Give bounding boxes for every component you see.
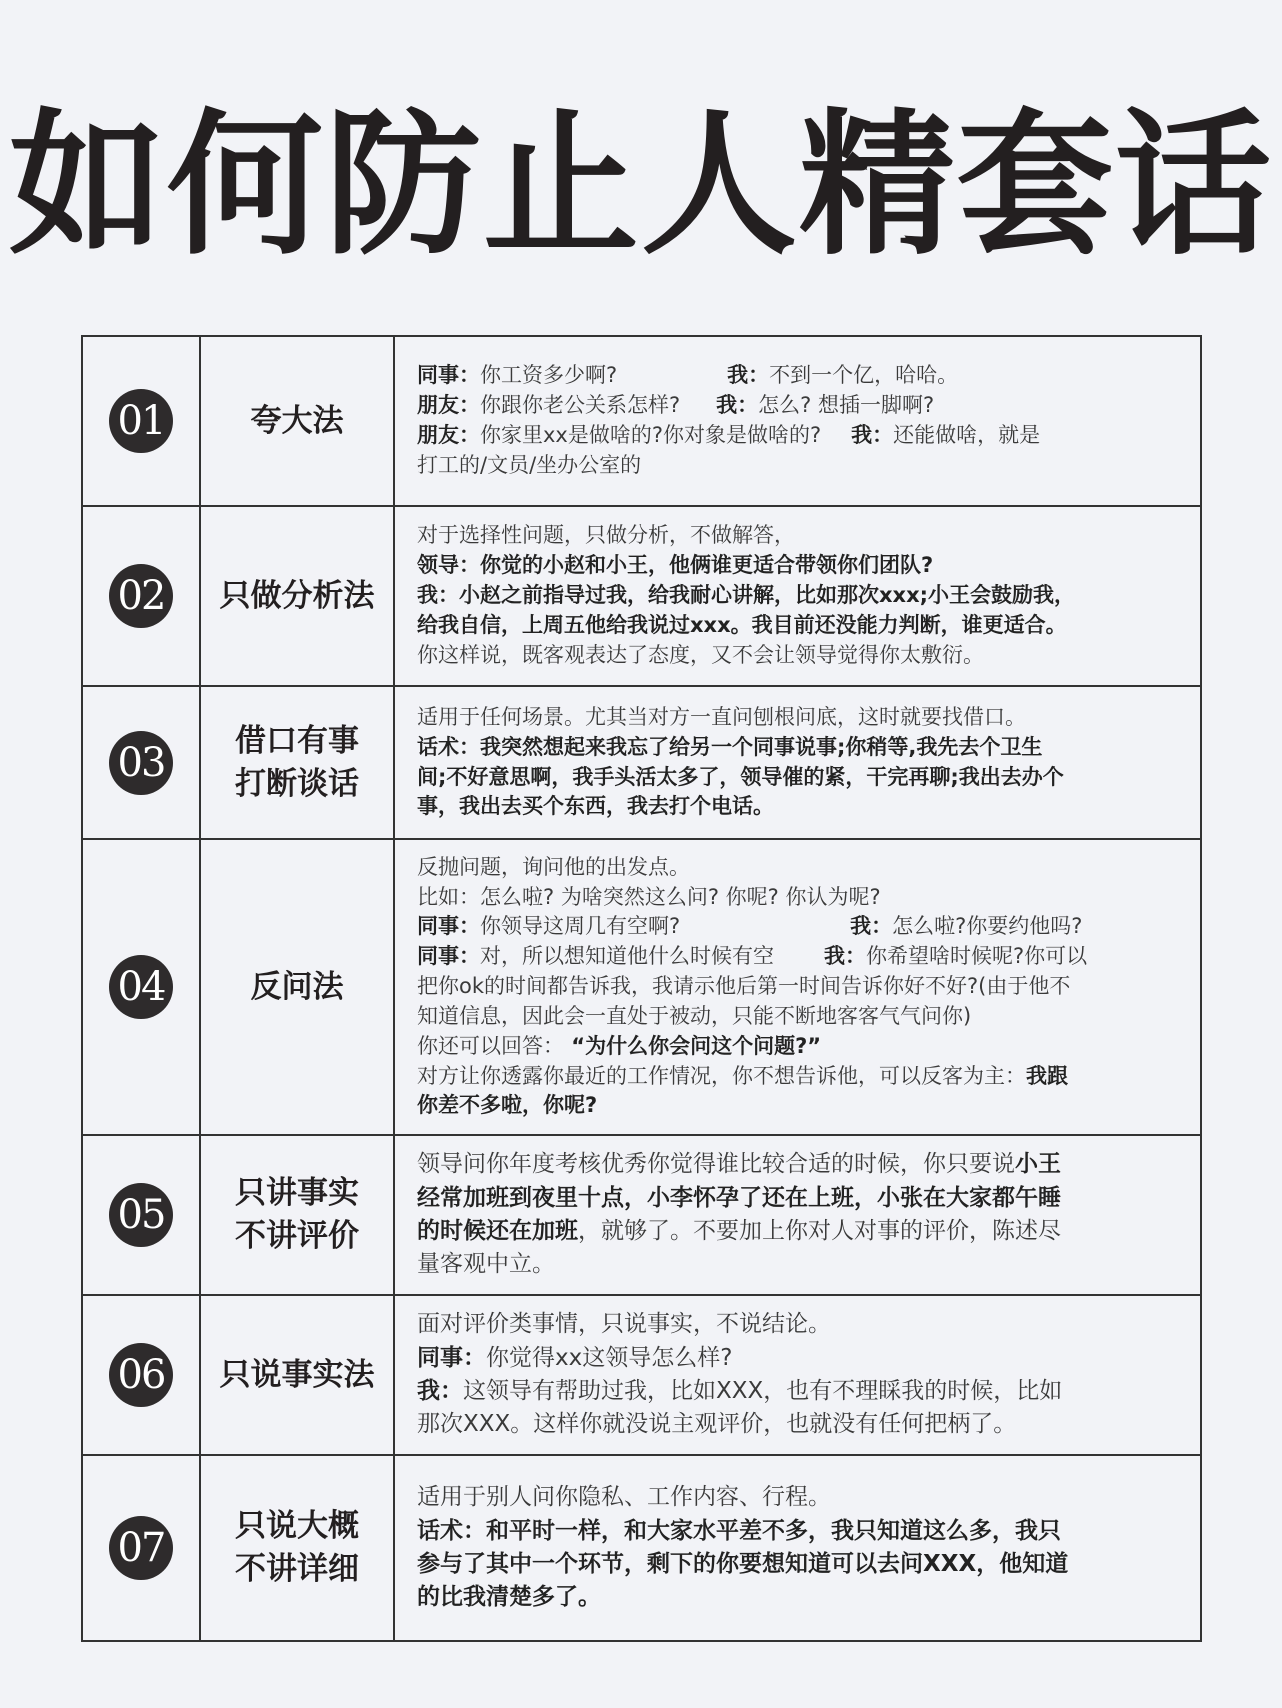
description-line xyxy=(417,1548,1178,1581)
method-number-badge: 05 xyxy=(109,1183,173,1247)
method-number-badge: 07 xyxy=(109,1516,173,1580)
text: 你希望啥时候呢?你可以 xyxy=(866,944,1088,969)
bold-text: 我： xyxy=(824,944,866,969)
bold-text: 我：小赵之前指导过我，给我耐心讲解，比如那次xxx;小王会鼓励我， xyxy=(417,583,1076,608)
text: 反抛问题，询问他的出发点。 xyxy=(417,854,690,879)
description-line xyxy=(417,972,1178,1002)
description-line xyxy=(417,883,1178,913)
method-description-cell xyxy=(394,336,1201,506)
method-number-cell xyxy=(82,336,200,506)
method-name: 只说事实法 xyxy=(219,1356,375,1393)
description-line xyxy=(417,1148,1178,1181)
text: 这领导有帮助过我，比如XXX，也有不理睬我的时候，比如 xyxy=(463,1378,1063,1404)
description-line xyxy=(417,421,1178,451)
description-line xyxy=(417,1182,1178,1215)
description-line xyxy=(417,1248,1178,1281)
description-line xyxy=(417,1308,1178,1341)
bold-text: 小王 xyxy=(1015,1151,1061,1178)
bold-text: 你差不多啦，你呢? xyxy=(417,1093,598,1118)
description-line xyxy=(417,1581,1178,1614)
description-line xyxy=(417,551,1178,581)
bold-text: 我跟 xyxy=(1026,1063,1068,1088)
method-row xyxy=(82,1135,1201,1295)
method-number-cell xyxy=(82,1295,200,1455)
description-line xyxy=(417,703,1178,733)
text: 你觉得xx这领导怎么样? xyxy=(486,1344,733,1371)
method-row xyxy=(82,839,1201,1135)
description-line xyxy=(417,792,1178,822)
method-name-cell xyxy=(200,506,394,686)
description-line xyxy=(417,1002,1178,1032)
method-number-badge: 02 xyxy=(109,564,173,628)
bold-text: 参与了其中一个环节，剩下的你要想知道可以去问XXX，他知道 xyxy=(417,1551,1069,1577)
description-line xyxy=(417,1032,1178,1062)
text: ，就够了。不要加上你对人对事的评价，陈述尽 xyxy=(578,1218,1061,1244)
text: 怎么啦?你要约他吗? xyxy=(892,914,1083,939)
description-line xyxy=(417,1408,1178,1441)
bold-text: 话术：和平时一样，和大家水平差不多，我只知道这么多，我只 xyxy=(417,1517,1061,1544)
text: 你工资多少啊? xyxy=(480,363,618,388)
bold-text: “为什么你会问这个问题?” xyxy=(564,1033,822,1058)
method-name-cell xyxy=(200,839,394,1135)
text: 对于选择性问题，只做分析，不做解答， xyxy=(417,523,795,548)
description-line xyxy=(417,611,1178,641)
bold-text: 经常加班到夜里十点，小李怀孕了还在上班，小张在大家都午睡 xyxy=(417,1184,1061,1211)
text: 你跟你老公关系怎样? xyxy=(480,393,681,418)
bold-text: 的比我清楚多了。 xyxy=(417,1584,601,1611)
description-line xyxy=(417,853,1178,883)
text: 比如：怎么啦? 为啥突然这么问? 你呢? 你认为呢? xyxy=(417,884,881,909)
bold-text: 事，我出去买个东西，我去打个电话。 xyxy=(417,794,774,819)
methods-table xyxy=(81,335,1202,1642)
description-line xyxy=(417,581,1178,611)
method-row xyxy=(82,686,1201,839)
method-number-cell xyxy=(82,1135,200,1295)
method-name: 反问法 xyxy=(250,968,344,1005)
bold-text: 话术：我突然想起来我忘了给另一个同事说事;你稍等,我先去个卫生 xyxy=(417,734,1043,759)
description-line xyxy=(417,763,1178,793)
method-name-cell xyxy=(200,1135,394,1295)
text: 那次XXX。这样你就没说主观评价，也就没有任何把柄了。 xyxy=(417,1411,1017,1438)
text: 领导问你年度考核优秀你觉得谁比较合适的时候，你只要说 xyxy=(417,1151,1015,1178)
method-row xyxy=(82,506,1201,686)
method-number-badge: 04 xyxy=(109,955,173,1019)
method-name: 只说大概 不讲详细 xyxy=(235,1508,359,1587)
text: 知道信息，因此会一直处于被动，只能不断地客客气气问你) xyxy=(417,1003,972,1028)
method-number-badge: 03 xyxy=(109,731,173,795)
description-line xyxy=(417,361,1178,391)
description-line xyxy=(417,942,1178,972)
method-number-cell xyxy=(82,506,200,686)
description-line xyxy=(417,1342,1178,1375)
text: 你领导这周几有空啊? xyxy=(480,914,681,939)
description-line xyxy=(417,733,1178,763)
method-name-cell xyxy=(200,336,394,506)
method-description-cell xyxy=(394,839,1201,1135)
bold-text: 同事： xyxy=(417,363,480,388)
method-number-cell xyxy=(82,839,200,1135)
bold-text: 我： xyxy=(850,914,893,939)
bold-text: 同事： xyxy=(417,914,480,939)
bold-text: 给我自信，上周五他给我说过xxx。我目前还没能力判断，谁更适合。 xyxy=(417,612,1067,637)
description-line xyxy=(417,1375,1178,1408)
text: 适用于任何场景。尤其当对方一直问刨根问底，这时就要找借口。 xyxy=(417,704,1026,729)
text: 不到一个亿，哈哈。 xyxy=(769,363,959,388)
text: 把你ok的时间都告诉我，我请示他后第一时间告诉你好不好?(由于他不 xyxy=(417,974,1071,999)
bold-text: 我： xyxy=(716,393,759,418)
method-row xyxy=(82,336,1201,506)
description-line xyxy=(417,451,1178,481)
method-name-cell xyxy=(200,1295,394,1455)
text: 适用于别人问你隐私、工作内容、行程。 xyxy=(417,1484,831,1511)
text: 对，所以想知道他什么时候有空 xyxy=(480,944,774,969)
bold-text: 朋友： xyxy=(417,393,480,418)
method-row xyxy=(82,1295,1201,1455)
description-line xyxy=(417,1481,1178,1514)
description-line xyxy=(417,1062,1178,1092)
text: 量客观中立。 xyxy=(417,1251,555,1278)
method-number-cell xyxy=(82,686,200,839)
text: 你还可以回答： xyxy=(417,1033,564,1058)
text: 打工的/文员/坐办公室的 xyxy=(417,452,642,477)
bold-text: 的时候还在加班 xyxy=(417,1218,578,1244)
description-line xyxy=(417,641,1178,671)
bold-text: 朋友： xyxy=(417,423,480,447)
method-name: 借口有事 打断谈话 xyxy=(235,722,359,802)
text: 你家里xx是做啥的?你对象是做啥的? xyxy=(480,423,822,447)
method-description-cell xyxy=(394,1135,1201,1295)
bold-text: 我： xyxy=(417,1378,463,1404)
method-name-cell xyxy=(200,1455,394,1641)
text: 面对评价类事情，只说事实，不说结论。 xyxy=(417,1311,831,1338)
description-line xyxy=(417,1515,1178,1548)
text: 还能做啥，就是 xyxy=(893,423,1041,447)
method-number-cell xyxy=(82,1455,200,1641)
method-row xyxy=(82,1455,1201,1641)
method-name: 只讲事实 不讲评价 xyxy=(235,1175,359,1254)
method-description-cell xyxy=(394,686,1201,839)
description-line xyxy=(417,1215,1178,1248)
description-line xyxy=(417,1091,1178,1121)
bold-text: 我： xyxy=(851,423,894,447)
bold-text: 领导：你觉的小赵和小王，他俩谁更适合带领你们团队? xyxy=(417,553,934,578)
description-line xyxy=(417,912,1178,942)
text: 怎么? 想插一脚啊? xyxy=(758,393,935,418)
method-name: 夸大法 xyxy=(250,402,344,439)
method-name-cell xyxy=(200,686,394,839)
bold-text: 同事： xyxy=(417,1344,486,1371)
method-description-cell xyxy=(394,506,1201,686)
page-title: 如何防止人精套话 xyxy=(9,94,1273,276)
description-line xyxy=(417,391,1178,421)
method-name: 只做分析法 xyxy=(219,577,375,614)
bold-text: 同事： xyxy=(417,944,480,969)
method-number-badge: 06 xyxy=(109,1343,173,1407)
description-line xyxy=(417,521,1178,551)
bold-text: 我： xyxy=(727,363,770,388)
text: 对方让你透露你最近的工作情况，你不想告诉他，可以反客为主： xyxy=(417,1063,1026,1088)
text: 你这样说，既客观表达了态度，又不会让领导觉得你太敷衍。 xyxy=(417,642,984,667)
bold-text: 间;不好意思啊，我手头活太多了，领导催的紧，干完再聊;我出去办个 xyxy=(417,764,1064,789)
method-number-badge: 01 xyxy=(109,389,173,453)
method-description-cell xyxy=(394,1295,1201,1455)
method-description-cell xyxy=(394,1455,1201,1641)
